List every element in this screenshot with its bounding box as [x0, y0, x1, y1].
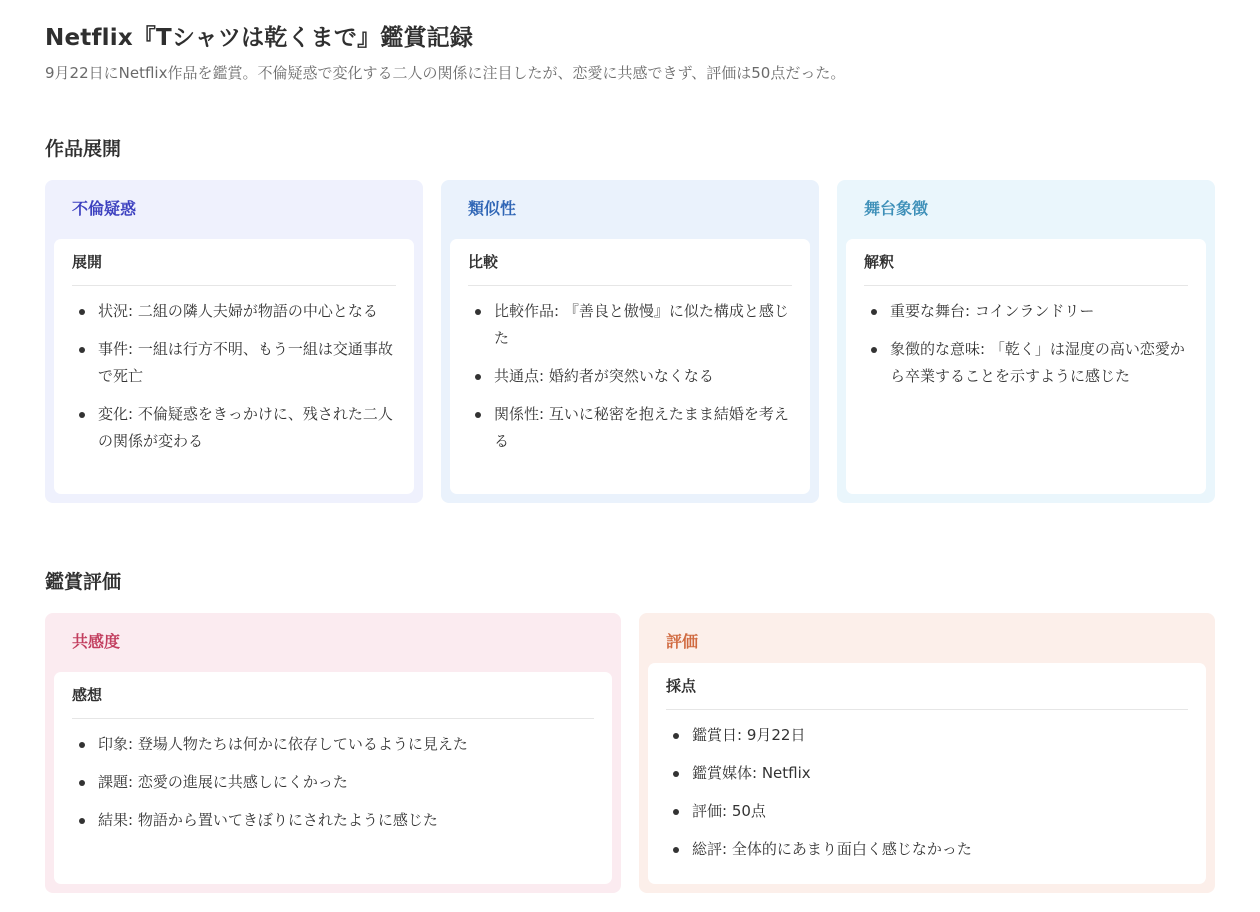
- bullet-list: [864, 298, 1188, 390]
- panel-row-development: [45, 180, 1215, 503]
- list-item: 事件: 一組は行方不明、もう一組は交通事故で死亡: [72, 336, 396, 390]
- bullet-list: [468, 298, 792, 455]
- bullet-list: [666, 722, 1188, 863]
- card-title: 比較: [468, 251, 792, 286]
- list-item: 鑑賞日: 9月22日: [666, 722, 1188, 749]
- list-item: 変化: 不倫疑惑をきっかけに、残された二人の関係が変わる: [72, 401, 396, 455]
- panel: [837, 180, 1215, 503]
- list-item: 状況: 二組の隣人夫婦が物語の中心となる: [72, 298, 396, 325]
- list-item: 象徴的な意味: 「乾く」は湿度の高い恋愛から卒業することを示すように感じた: [864, 336, 1188, 390]
- panel-row-evaluation: [45, 613, 1215, 893]
- card-title: 採点: [666, 675, 1188, 710]
- section-title-evaluation: 鑑賞評価: [45, 571, 122, 593]
- list-item: 重要な舞台: コインランドリー: [864, 298, 1188, 325]
- list-item: 比較作品: 『善良と傲慢』に似た構成と感じた: [468, 298, 792, 352]
- panel: [45, 613, 621, 893]
- card: [54, 672, 612, 884]
- list-item: 共通点: 婚約者が突然いなくなる: [468, 363, 792, 390]
- section-title-development: 作品展開: [45, 138, 122, 160]
- card: [54, 239, 414, 494]
- list-item: 関係性: 互いに秘密を抱えたまま結婚を考える: [468, 401, 792, 455]
- panel-title: 共感度: [72, 632, 121, 651]
- bullet-list: [72, 731, 594, 834]
- page-subtitle: 9月22日にNetflix作品を鑑賞。不倫疑惑で変化する二人の関係に注目したが、恋愛に共感できず、評価は50点だった。: [45, 64, 846, 82]
- card-title: 解釈: [864, 251, 1188, 286]
- panel-title: 類似性: [468, 199, 517, 218]
- list-item: 課題: 恋愛の進展に共感しにくかった: [72, 769, 594, 796]
- list-item: 印象: 登場人物たちは何かに依存しているように見えた: [72, 731, 594, 758]
- bullet-list: [72, 298, 396, 455]
- panel: [45, 180, 423, 503]
- list-item: 鑑賞媒体: Netflix: [666, 760, 1188, 787]
- panel-title: 舞台象徴: [864, 199, 929, 218]
- card-title: 展開: [72, 251, 396, 286]
- panel: [441, 180, 819, 503]
- card: [846, 239, 1206, 494]
- list-item: 結果: 物語から置いてきぼりにされたように感じた: [72, 807, 594, 834]
- card: [648, 663, 1206, 884]
- panel-title: 不倫疑惑: [72, 199, 137, 218]
- card-title: 感想: [72, 684, 594, 719]
- page-title: Netflix『Tシャツは乾くまで』鑑賞記録: [45, 25, 474, 51]
- panel: [639, 613, 1215, 893]
- list-item: 総評: 全体的にあまり面白く感じなかった: [666, 836, 1188, 863]
- panel-title: 評価: [666, 632, 699, 651]
- list-item: 評価: 50点: [666, 798, 1188, 825]
- card: [450, 239, 810, 494]
